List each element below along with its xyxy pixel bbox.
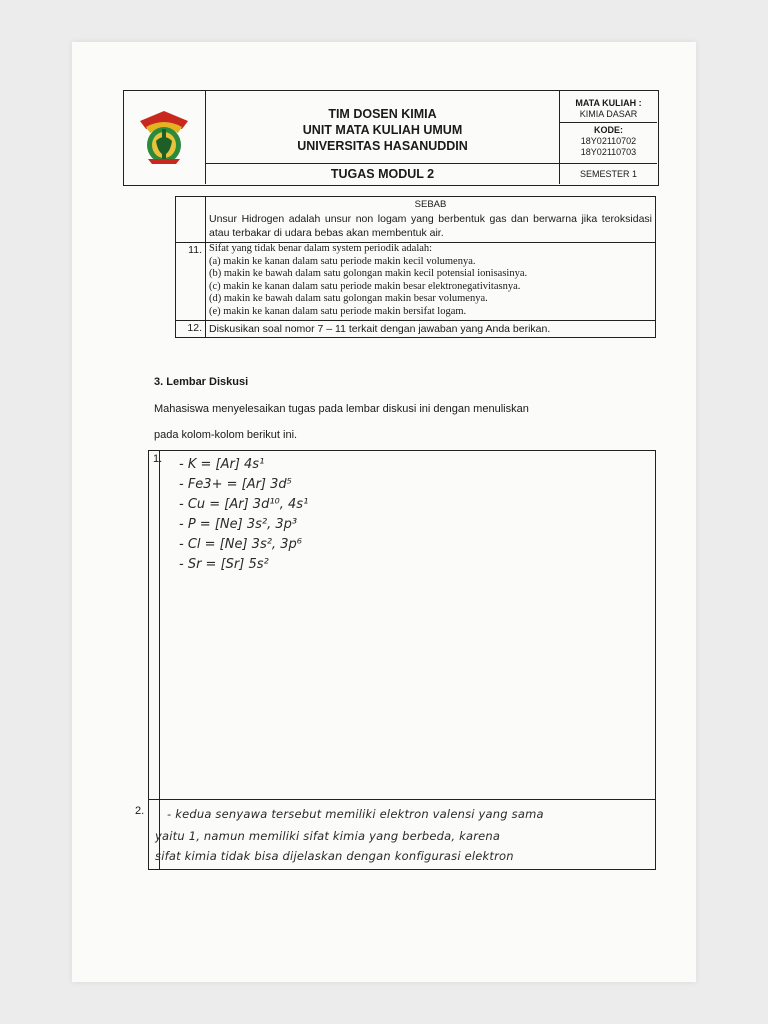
- course-info-cell: [560, 91, 657, 164]
- sebab-label: SEBAB: [414, 199, 447, 210]
- answer-line: - Cu = [Ar] 3d¹⁰, 4s¹: [179, 497, 309, 512]
- logo-cell: [124, 91, 206, 184]
- q11-option-c: (c) makin ke kanan dalam satu periode makin besar elektronegativitasnya.: [209, 280, 521, 292]
- answer-line: - Cl = [Ne] 3s², 3p⁶: [179, 537, 302, 552]
- answer-line: - Fe3+ = [Ar] 3d⁵: [179, 477, 292, 492]
- semester-cell: SEMESTER 1: [579, 169, 637, 179]
- kode-value-1: 18Y02110702: [580, 136, 637, 146]
- kode-label: KODE:: [594, 125, 623, 135]
- table-row: [176, 197, 655, 242]
- q11-option-e: (e) makin ke kanan dalam satu periode makin bersifat logam.: [209, 305, 467, 317]
- intro-line-1: Mahasiswa menyelesaikan tugas pada lembar diskusi ini dengan menuliskan: [154, 403, 529, 415]
- answer-line: - K = [Ar] 4s¹: [179, 457, 265, 472]
- q11-line: Sifat yang tidak benar dalam system periodik adalah:: [209, 243, 433, 254]
- table-row: [176, 242, 655, 320]
- intro-line-2: pada kolom-kolom berikut ini.: [154, 429, 298, 441]
- discussion-table: [135, 450, 656, 870]
- row-number: 2.: [135, 805, 145, 817]
- answer-line: - P = [Ne] 3s², 3p³: [179, 517, 298, 532]
- question-number: 12.: [176, 321, 206, 337]
- q11-option-b: (b) makin ke bawah dalam satu golongan makin kecil potensial ionisasinya.: [209, 268, 528, 279]
- title-line-3: UNIVERSITAS HASANUDDIN: [297, 139, 468, 153]
- answer-line: sifat kimia tidak bisa dijelaskan dengan konfigurasi elektron: [155, 849, 514, 863]
- answer-line: yaitu 1, namun memiliki sifat kimia yang berbeda, karena: [155, 829, 501, 843]
- header-table: [123, 90, 659, 186]
- row-number: 1.: [153, 453, 163, 465]
- sebab-text: Unsur Hidrogen adalah unsur non logam yang berbentuk gas dan berwarna jika teroksidasi atau terbakar di udara bebas akan membentuk air.: [209, 213, 652, 239]
- question-table: [175, 196, 656, 338]
- kode-value-2: 18Y02110703: [580, 147, 637, 157]
- question-number: 11.: [176, 243, 206, 320]
- mata-kuliah-value: KIMIA DASAR: [579, 109, 638, 119]
- section-title: 3. Lembar Diskusi: [154, 376, 249, 388]
- answer-line: - Sr = [Sr] 5s²: [179, 557, 269, 572]
- title-line-2: UNIT MATA KULIAH UMUM: [302, 123, 463, 137]
- title-line-1: TIM DOSEN KIMIA: [328, 107, 437, 121]
- q12-text: Diskusikan soal nomor 7 – 11 terkait dengan jawaban yang Anda berikan.: [209, 323, 551, 335]
- answer-line: - kedua senyawa tersebut memiliki elektron valensi yang sama: [167, 807, 544, 821]
- university-logo-icon: [134, 107, 194, 167]
- q11-option-d: (d) makin ke bawah dalam satu golongan makin besar volumenya.: [209, 293, 488, 304]
- title-cell: [206, 91, 560, 164]
- table-row: [176, 320, 655, 337]
- mata-kuliah-label: MATA KULIAH :: [575, 98, 642, 108]
- tugas-title: TUGAS MODUL 2: [206, 164, 560, 184]
- q11-option-a: (a) makin ke kanan dalam satu periode makin kecil volumenya.: [209, 255, 476, 267]
